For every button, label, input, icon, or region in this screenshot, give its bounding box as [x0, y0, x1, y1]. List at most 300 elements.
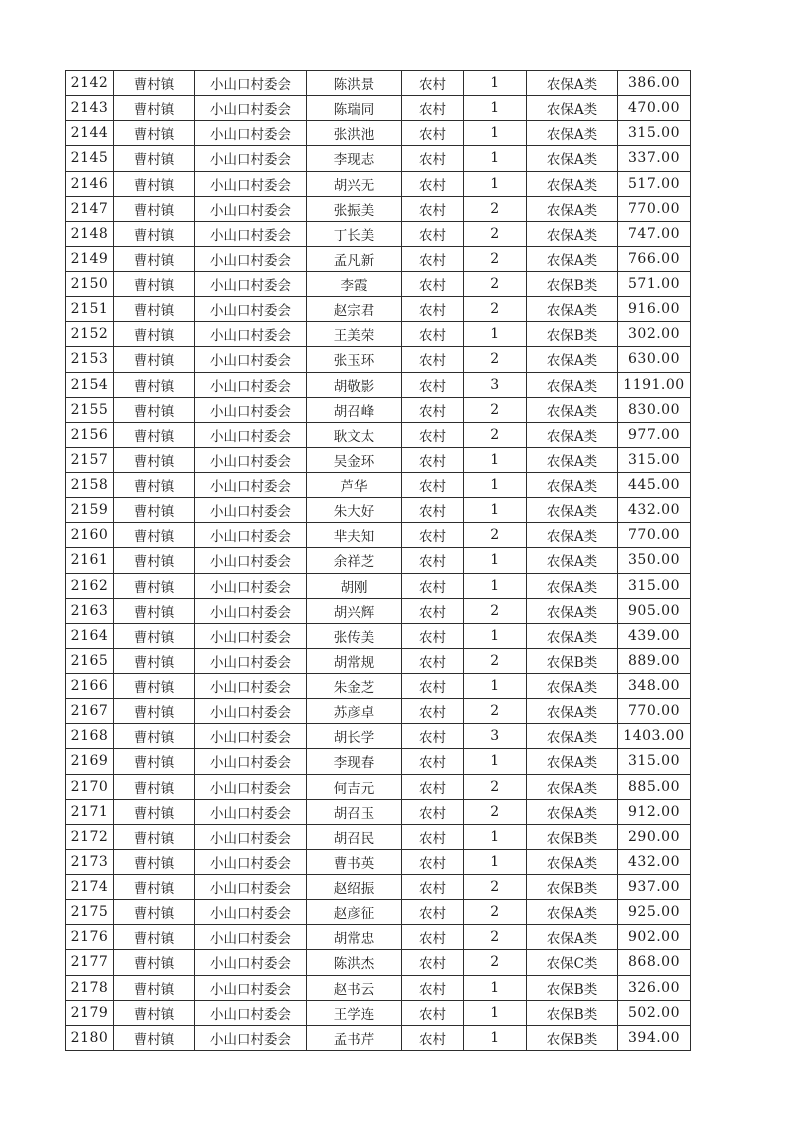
cell-village-committee: 小山口村委会: [195, 598, 307, 623]
table-row: [66, 699, 691, 724]
cell-amount: 394.00: [618, 1025, 691, 1050]
cell-serial-no: 2168: [66, 724, 114, 749]
cell-town: 曹村镇: [114, 473, 195, 498]
cell-insurance-category: 农保A类: [527, 96, 618, 121]
cell-person-name: 胡敬影: [307, 372, 402, 397]
table-row: [66, 824, 691, 849]
cell-person-count: 2: [464, 648, 527, 673]
cell-town: 曹村镇: [114, 774, 195, 799]
cell-residence-type: 农村: [402, 121, 464, 146]
cell-person-name: 孟凡新: [307, 246, 402, 271]
cell-person-count: 1: [464, 473, 527, 498]
cell-town: 曹村镇: [114, 146, 195, 171]
cell-town: 曹村镇: [114, 196, 195, 221]
cell-amount: 386.00: [618, 71, 691, 96]
cell-serial-no: 2151: [66, 297, 114, 322]
cell-village-committee: 小山口村委会: [195, 573, 307, 598]
cell-serial-no: 2150: [66, 272, 114, 297]
cell-amount: 439.00: [618, 623, 691, 648]
cell-residence-type: 农村: [402, 171, 464, 196]
cell-residence-type: 农村: [402, 724, 464, 749]
cell-village-committee: 小山口村委会: [195, 648, 307, 673]
cell-town: 曹村镇: [114, 272, 195, 297]
table-row: [66, 246, 691, 271]
cell-serial-no: 2172: [66, 824, 114, 849]
cell-insurance-category: 农保B类: [527, 1000, 618, 1025]
cell-person-count: 1: [464, 1025, 527, 1050]
cell-residence-type: 农村: [402, 548, 464, 573]
cell-town: 曹村镇: [114, 749, 195, 774]
cell-person-count: 2: [464, 699, 527, 724]
cell-serial-no: 2156: [66, 422, 114, 447]
cell-person-name: 丁长美: [307, 221, 402, 246]
cell-amount: 445.00: [618, 473, 691, 498]
roster-table-body: [66, 71, 691, 1051]
cell-town: 曹村镇: [114, 674, 195, 699]
table-row: [66, 623, 691, 648]
cell-amount: 326.00: [618, 975, 691, 1000]
cell-serial-no: 2158: [66, 473, 114, 498]
cell-person-count: 2: [464, 774, 527, 799]
cell-insurance-category: 农保A类: [527, 674, 618, 699]
cell-serial-no: 2149: [66, 246, 114, 271]
cell-residence-type: 农村: [402, 875, 464, 900]
cell-village-committee: 小山口村委会: [195, 724, 307, 749]
cell-person-count: 1: [464, 975, 527, 1000]
cell-amount: 315.00: [618, 121, 691, 146]
cell-insurance-category: 农保A类: [527, 146, 618, 171]
cell-insurance-category: 农保A类: [527, 523, 618, 548]
cell-village-committee: 小山口村委会: [195, 749, 307, 774]
cell-village-committee: 小山口村委会: [195, 347, 307, 372]
table-row: [66, 900, 691, 925]
cell-serial-no: 2164: [66, 623, 114, 648]
cell-insurance-category: 农保A类: [527, 724, 618, 749]
cell-insurance-category: 农保A类: [527, 849, 618, 874]
cell-residence-type: 农村: [402, 297, 464, 322]
cell-amount: 517.00: [618, 171, 691, 196]
cell-amount: 770.00: [618, 196, 691, 221]
cell-serial-no: 2159: [66, 498, 114, 523]
table-row: [66, 322, 691, 347]
cell-residence-type: 农村: [402, 950, 464, 975]
cell-amount: 630.00: [618, 347, 691, 372]
cell-person-count: 2: [464, 900, 527, 925]
cell-insurance-category: 农保B类: [527, 824, 618, 849]
cell-person-count: 2: [464, 272, 527, 297]
cell-person-count: 1: [464, 121, 527, 146]
cell-insurance-category: 农保A类: [527, 900, 618, 925]
cell-person-count: 2: [464, 196, 527, 221]
cell-residence-type: 农村: [402, 347, 464, 372]
cell-town: 曹村镇: [114, 824, 195, 849]
cell-residence-type: 农村: [402, 196, 464, 221]
cell-village-committee: 小山口村委会: [195, 523, 307, 548]
cell-insurance-category: 农保A类: [527, 623, 618, 648]
cell-insurance-category: 农保A类: [527, 297, 618, 322]
cell-amount: 1191.00: [618, 372, 691, 397]
cell-insurance-category: 农保A类: [527, 598, 618, 623]
cell-village-committee: 小山口村委会: [195, 146, 307, 171]
cell-village-committee: 小山口村委会: [195, 272, 307, 297]
cell-town: 曹村镇: [114, 598, 195, 623]
cell-residence-type: 农村: [402, 749, 464, 774]
table-row: [66, 849, 691, 874]
cell-residence-type: 农村: [402, 849, 464, 874]
cell-town: 曹村镇: [114, 799, 195, 824]
cell-serial-no: 2170: [66, 774, 114, 799]
cell-serial-no: 2142: [66, 71, 114, 96]
cell-town: 曹村镇: [114, 623, 195, 648]
cell-residence-type: 农村: [402, 900, 464, 925]
cell-person-name: 朱金芝: [307, 674, 402, 699]
cell-village-committee: 小山口村委会: [195, 674, 307, 699]
table-row: [66, 397, 691, 422]
cell-amount: 502.00: [618, 1000, 691, 1025]
cell-person-name: 张传美: [307, 623, 402, 648]
cell-residence-type: 农村: [402, 372, 464, 397]
cell-serial-no: 2175: [66, 900, 114, 925]
cell-amount: 905.00: [618, 598, 691, 623]
cell-person-name: 赵绍振: [307, 875, 402, 900]
cell-village-committee: 小山口村委会: [195, 975, 307, 1000]
cell-person-name: 曹书英: [307, 849, 402, 874]
cell-serial-no: 2144: [66, 121, 114, 146]
table-row: [66, 749, 691, 774]
cell-residence-type: 农村: [402, 925, 464, 950]
cell-village-committee: 小山口村委会: [195, 171, 307, 196]
cell-town: 曹村镇: [114, 925, 195, 950]
table-row: [66, 799, 691, 824]
cell-person-count: 1: [464, 849, 527, 874]
table-row: [66, 1000, 691, 1025]
cell-residence-type: 农村: [402, 447, 464, 472]
cell-town: 曹村镇: [114, 171, 195, 196]
table-row: [66, 196, 691, 221]
table-row: [66, 297, 691, 322]
cell-person-count: 2: [464, 221, 527, 246]
cell-serial-no: 2178: [66, 975, 114, 1000]
cell-town: 曹村镇: [114, 548, 195, 573]
table-row: [66, 1025, 691, 1050]
cell-town: 曹村镇: [114, 724, 195, 749]
cell-serial-no: 2148: [66, 221, 114, 246]
cell-insurance-category: 农保A类: [527, 397, 618, 422]
cell-residence-type: 农村: [402, 824, 464, 849]
cell-person-count: 1: [464, 71, 527, 96]
cell-town: 曹村镇: [114, 246, 195, 271]
cell-person-name: 胡兴辉: [307, 598, 402, 623]
cell-serial-no: 2167: [66, 699, 114, 724]
cell-person-name: 何吉元: [307, 774, 402, 799]
cell-insurance-category: 农保B类: [527, 975, 618, 1000]
cell-serial-no: 2173: [66, 849, 114, 874]
cell-town: 曹村镇: [114, 1025, 195, 1050]
cell-person-count: 3: [464, 724, 527, 749]
cell-person-name: 李现春: [307, 749, 402, 774]
cell-village-committee: 小山口村委会: [195, 824, 307, 849]
table-row: [66, 598, 691, 623]
cell-serial-no: 2174: [66, 875, 114, 900]
cell-insurance-category: 农保A类: [527, 121, 618, 146]
cell-residence-type: 农村: [402, 221, 464, 246]
cell-person-count: 1: [464, 322, 527, 347]
cell-person-name: 胡召峰: [307, 397, 402, 422]
cell-amount: 902.00: [618, 925, 691, 950]
cell-amount: 830.00: [618, 397, 691, 422]
table-row: [66, 548, 691, 573]
cell-village-committee: 小山口村委会: [195, 71, 307, 96]
cell-amount: 290.00: [618, 824, 691, 849]
cell-town: 曹村镇: [114, 422, 195, 447]
table-row: [66, 774, 691, 799]
cell-insurance-category: 农保A类: [527, 372, 618, 397]
cell-serial-no: 2143: [66, 96, 114, 121]
cell-town: 曹村镇: [114, 121, 195, 146]
cell-amount: 977.00: [618, 422, 691, 447]
cell-person-name: 陈瑞同: [307, 96, 402, 121]
cell-amount: 770.00: [618, 699, 691, 724]
cell-town: 曹村镇: [114, 699, 195, 724]
cell-village-committee: 小山口村委会: [195, 498, 307, 523]
cell-insurance-category: 农保A类: [527, 246, 618, 271]
cell-serial-no: 2147: [66, 196, 114, 221]
cell-person-count: 2: [464, 523, 527, 548]
cell-residence-type: 农村: [402, 473, 464, 498]
cell-person-name: 李现志: [307, 146, 402, 171]
cell-serial-no: 2180: [66, 1025, 114, 1050]
cell-person-name: 赵书云: [307, 975, 402, 1000]
cell-person-count: 1: [464, 573, 527, 598]
cell-person-count: 1: [464, 824, 527, 849]
cell-person-count: 2: [464, 347, 527, 372]
cell-serial-no: 2165: [66, 648, 114, 673]
cell-insurance-category: 农保A类: [527, 473, 618, 498]
cell-town: 曹村镇: [114, 900, 195, 925]
cell-person-name: 胡召玉: [307, 799, 402, 824]
table-row: [66, 648, 691, 673]
cell-residence-type: 农村: [402, 397, 464, 422]
cell-serial-no: 2153: [66, 347, 114, 372]
cell-person-count: 2: [464, 875, 527, 900]
cell-town: 曹村镇: [114, 849, 195, 874]
table-row: [66, 473, 691, 498]
cell-insurance-category: 农保A类: [527, 498, 618, 523]
cell-person-name: 吴金环: [307, 447, 402, 472]
cell-person-name: 胡兴无: [307, 171, 402, 196]
cell-town: 曹村镇: [114, 523, 195, 548]
table-row: [66, 171, 691, 196]
cell-person-name: 赵宗君: [307, 297, 402, 322]
cell-amount: 315.00: [618, 573, 691, 598]
cell-village-committee: 小山口村委会: [195, 422, 307, 447]
cell-village-committee: 小山口村委会: [195, 799, 307, 824]
cell-amount: 315.00: [618, 447, 691, 472]
table-row: [66, 447, 691, 472]
cell-serial-no: 2171: [66, 799, 114, 824]
cell-person-count: 2: [464, 297, 527, 322]
cell-serial-no: 2179: [66, 1000, 114, 1025]
cell-amount: 337.00: [618, 146, 691, 171]
cell-residence-type: 农村: [402, 96, 464, 121]
table-row: [66, 975, 691, 1000]
cell-village-committee: 小山口村委会: [195, 774, 307, 799]
cell-town: 曹村镇: [114, 573, 195, 598]
cell-village-committee: 小山口村委会: [195, 925, 307, 950]
cell-person-name: 胡常忠: [307, 925, 402, 950]
cell-person-count: 2: [464, 598, 527, 623]
table-row: [66, 347, 691, 372]
cell-serial-no: 2161: [66, 548, 114, 573]
cell-person-count: 2: [464, 925, 527, 950]
table-row: [66, 146, 691, 171]
cell-residence-type: 农村: [402, 246, 464, 271]
cell-serial-no: 2162: [66, 573, 114, 598]
cell-person-name: 张玉环: [307, 347, 402, 372]
cell-village-committee: 小山口村委会: [195, 372, 307, 397]
cell-town: 曹村镇: [114, 875, 195, 900]
cell-person-count: 1: [464, 96, 527, 121]
cell-serial-no: 2163: [66, 598, 114, 623]
cell-village-committee: 小山口村委会: [195, 623, 307, 648]
cell-residence-type: 农村: [402, 498, 464, 523]
table-row: [66, 523, 691, 548]
cell-residence-type: 农村: [402, 699, 464, 724]
cell-residence-type: 农村: [402, 1025, 464, 1050]
cell-village-committee: 小山口村委会: [195, 950, 307, 975]
cell-insurance-category: 农保B类: [527, 875, 618, 900]
cell-insurance-category: 农保A类: [527, 774, 618, 799]
cell-village-committee: 小山口村委会: [195, 473, 307, 498]
cell-person-count: 1: [464, 1000, 527, 1025]
cell-person-name: 李霞: [307, 272, 402, 297]
cell-person-count: 1: [464, 447, 527, 472]
cell-amount: 868.00: [618, 950, 691, 975]
cell-amount: 350.00: [618, 548, 691, 573]
table-row: [66, 121, 691, 146]
cell-person-count: 2: [464, 799, 527, 824]
cell-residence-type: 农村: [402, 799, 464, 824]
cell-residence-type: 农村: [402, 322, 464, 347]
cell-town: 曹村镇: [114, 96, 195, 121]
cell-serial-no: 2169: [66, 749, 114, 774]
table-row: [66, 724, 691, 749]
cell-person-name: 胡刚: [307, 573, 402, 598]
cell-person-count: 2: [464, 397, 527, 422]
cell-amount: 766.00: [618, 246, 691, 271]
cell-amount: 925.00: [618, 900, 691, 925]
cell-town: 曹村镇: [114, 347, 195, 372]
cell-town: 曹村镇: [114, 498, 195, 523]
cell-residence-type: 农村: [402, 975, 464, 1000]
cell-person-count: 1: [464, 623, 527, 648]
cell-person-count: 1: [464, 171, 527, 196]
cell-insurance-category: 农保A类: [527, 925, 618, 950]
cell-insurance-category: 农保A类: [527, 799, 618, 824]
cell-person-count: 2: [464, 950, 527, 975]
cell-serial-no: 2152: [66, 322, 114, 347]
table-row: [66, 272, 691, 297]
cell-person-name: 孟书芹: [307, 1025, 402, 1050]
cell-person-name: 王美荣: [307, 322, 402, 347]
cell-amount: 885.00: [618, 774, 691, 799]
cell-village-committee: 小山口村委会: [195, 121, 307, 146]
cell-village-committee: 小山口村委会: [195, 246, 307, 271]
cell-residence-type: 农村: [402, 146, 464, 171]
cell-town: 曹村镇: [114, 397, 195, 422]
cell-person-name: 朱大好: [307, 498, 402, 523]
cell-insurance-category: 农保A类: [527, 447, 618, 472]
cell-amount: 315.00: [618, 749, 691, 774]
cell-serial-no: 2157: [66, 447, 114, 472]
cell-serial-no: 2176: [66, 925, 114, 950]
table-row: [66, 875, 691, 900]
cell-insurance-category: 农保C类: [527, 950, 618, 975]
cell-residence-type: 农村: [402, 573, 464, 598]
cell-person-name: 胡常规: [307, 648, 402, 673]
cell-amount: 770.00: [618, 523, 691, 548]
cell-residence-type: 农村: [402, 422, 464, 447]
cell-town: 曹村镇: [114, 221, 195, 246]
cell-amount: 302.00: [618, 322, 691, 347]
cell-insurance-category: 农保B类: [527, 272, 618, 297]
cell-person-count: 1: [464, 498, 527, 523]
cell-residence-type: 农村: [402, 598, 464, 623]
cell-person-name: 张洪池: [307, 121, 402, 146]
cell-town: 曹村镇: [114, 71, 195, 96]
cell-person-count: 1: [464, 146, 527, 171]
table-row: [66, 71, 691, 96]
cell-person-name: 苏彦卓: [307, 699, 402, 724]
cell-residence-type: 农村: [402, 774, 464, 799]
cell-village-committee: 小山口村委会: [195, 447, 307, 472]
cell-residence-type: 农村: [402, 1000, 464, 1025]
table-row: [66, 372, 691, 397]
cell-amount: 916.00: [618, 297, 691, 322]
cell-person-name: 胡长学: [307, 724, 402, 749]
cell-serial-no: 2145: [66, 146, 114, 171]
table-row: [66, 674, 691, 699]
cell-amount: 571.00: [618, 272, 691, 297]
cell-village-committee: 小山口村委会: [195, 849, 307, 874]
cell-person-count: 1: [464, 674, 527, 699]
cell-person-name: 陈洪景: [307, 71, 402, 96]
cell-amount: 432.00: [618, 849, 691, 874]
cell-serial-no: 2155: [66, 397, 114, 422]
cell-amount: 889.00: [618, 648, 691, 673]
table-row: [66, 221, 691, 246]
cell-amount: 912.00: [618, 799, 691, 824]
cell-town: 曹村镇: [114, 322, 195, 347]
cell-serial-no: 2177: [66, 950, 114, 975]
cell-village-committee: 小山口村委会: [195, 548, 307, 573]
table-row: [66, 422, 691, 447]
cell-village-committee: 小山口村委会: [195, 297, 307, 322]
cell-village-committee: 小山口村委会: [195, 900, 307, 925]
cell-amount: 470.00: [618, 96, 691, 121]
cell-village-committee: 小山口村委会: [195, 221, 307, 246]
cell-insurance-category: 农保A类: [527, 196, 618, 221]
cell-town: 曹村镇: [114, 648, 195, 673]
cell-amount: 348.00: [618, 674, 691, 699]
cell-village-committee: 小山口村委会: [195, 397, 307, 422]
cell-town: 曹村镇: [114, 297, 195, 322]
cell-person-name: 陈洪杰: [307, 950, 402, 975]
cell-village-committee: 小山口村委会: [195, 699, 307, 724]
cell-person-count: 1: [464, 749, 527, 774]
cell-serial-no: 2160: [66, 523, 114, 548]
cell-insurance-category: 农保A类: [527, 548, 618, 573]
